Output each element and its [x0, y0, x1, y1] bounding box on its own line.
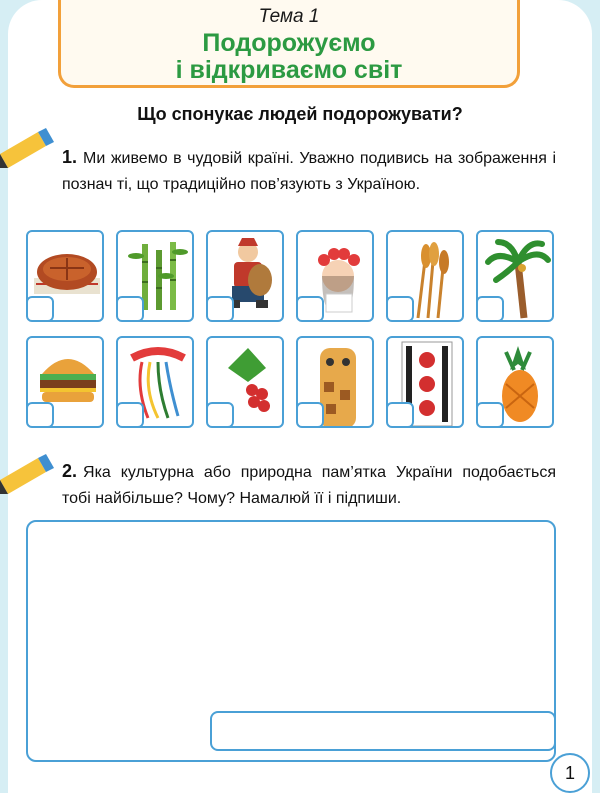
caption-field[interactable] [210, 711, 556, 751]
checkbox[interactable] [296, 402, 324, 428]
checkbox[interactable] [116, 296, 144, 322]
task-1 [62, 144, 556, 198]
checkbox[interactable] [206, 402, 234, 428]
picture-card-wheat [386, 230, 464, 322]
checkbox[interactable] [116, 402, 144, 428]
pencil-icon [0, 450, 54, 494]
pencil-icon [0, 124, 54, 168]
page-number: 1 [550, 753, 590, 793]
picture-card-giraffe [296, 336, 374, 428]
task-2 [62, 458, 556, 512]
lesson-heading: Що спонукає людей подорожувати? [137, 104, 463, 124]
picture-card-kalyna [206, 336, 284, 428]
picture-card-korovai [26, 230, 104, 322]
checkbox[interactable] [386, 402, 414, 428]
picture-card-wreath [116, 336, 194, 428]
topic-title-line1: Подорожуємо [202, 29, 376, 57]
topic-title [61, 30, 517, 84]
task-1-text: Ми живемо в чудовій країні. Уважно подивись на зображення і познач ті, що традиційно пов’язують з Україною. [62, 150, 556, 193]
checkbox[interactable] [206, 296, 234, 322]
task-2-number: 2. [62, 461, 78, 481]
picture-card-pineapple [476, 336, 554, 428]
picture-card-girl-wreath [296, 230, 374, 322]
topic-label: Тема 1 [258, 6, 320, 27]
picture-card-rushnyk [386, 336, 464, 428]
topic-title-line2: і відкриваємо світ [175, 56, 403, 84]
topic-header [58, 0, 520, 88]
picture-card-hamburger [26, 336, 104, 428]
checkbox[interactable] [26, 296, 54, 322]
picture-card-palm [476, 230, 554, 322]
checkbox[interactable] [296, 296, 324, 322]
checkbox[interactable] [26, 402, 54, 428]
checkbox[interactable] [386, 296, 414, 322]
task-1-number: 1. [62, 147, 78, 167]
checkbox[interactable] [476, 296, 504, 322]
task-2-text: Яка культурна або природна пам’ятка України подобається тобі найбільше? Чому? Намалюй її і підпиши. [62, 464, 556, 507]
checkbox[interactable] [476, 402, 504, 428]
picture-card-bamboo [116, 230, 194, 322]
picture-card-cossack [206, 230, 284, 322]
